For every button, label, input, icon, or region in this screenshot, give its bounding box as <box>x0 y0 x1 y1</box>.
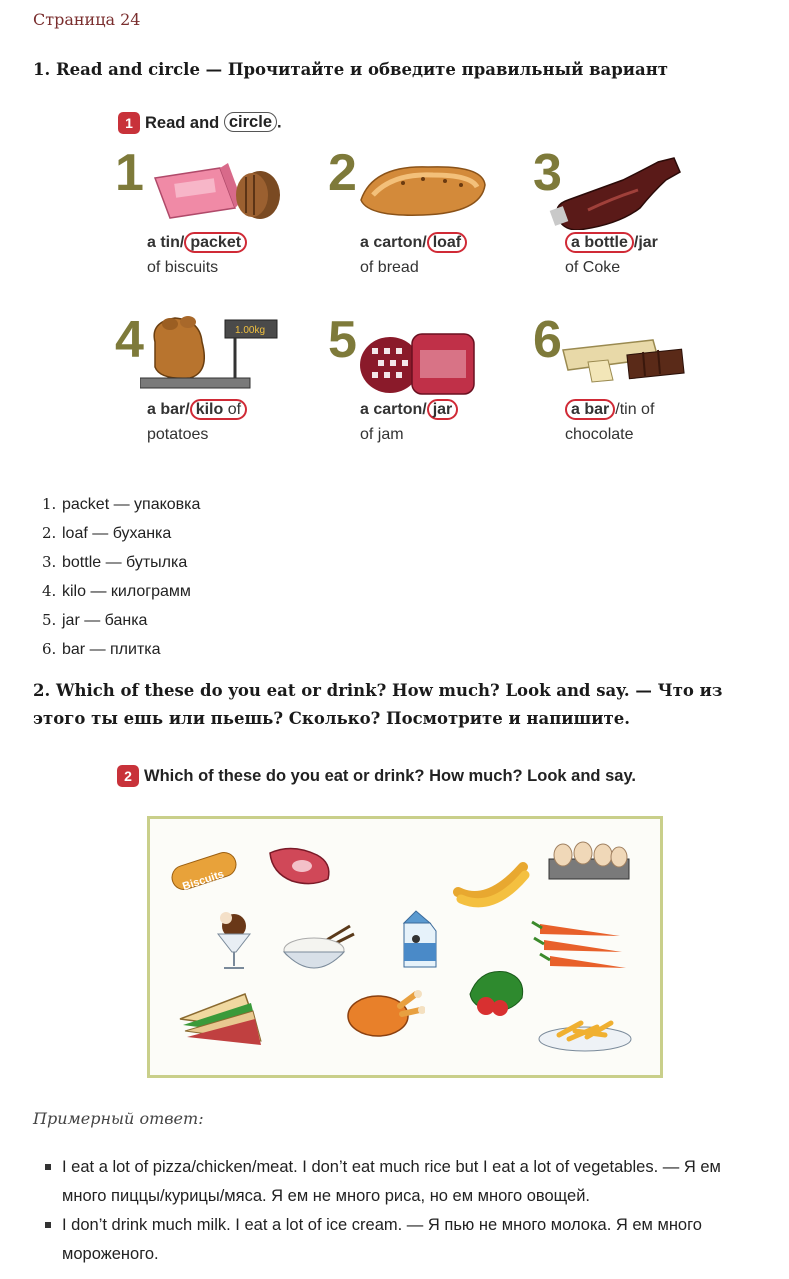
chips-plate-image <box>535 1009 635 1054</box>
bananas-image <box>453 857 533 912</box>
item-4-circled: kilo <box>195 401 224 418</box>
item-3 <box>533 145 703 310</box>
exercise-1-title <box>118 112 282 134</box>
ice-cream-image <box>210 904 260 974</box>
item-1-circled: packet <box>184 232 247 253</box>
item-6-line2: chocolate <box>565 426 634 443</box>
item-2 <box>328 145 498 310</box>
item-4-options <box>147 398 247 422</box>
item-5 <box>328 312 498 477</box>
bread-loaf-image <box>353 155 493 220</box>
chocolate-bar-image <box>558 330 688 390</box>
list-item: I don’t drink much milk. I eat a lot of ice cream. — Я пью не много молока. Я ем много мороженого. <box>62 1211 762 1269</box>
sample-answer-list <box>62 1153 762 1269</box>
item-5-line2: of jam <box>360 426 404 443</box>
item-number: 1 <box>115 144 144 202</box>
exercise-2-title <box>117 765 636 787</box>
item-4-line2: potatoes <box>147 426 209 443</box>
scale-display-text: 1.00kg <box>235 325 266 336</box>
biscuits-image <box>165 849 245 899</box>
item-5-circled: jar <box>427 399 459 420</box>
item-6-post: /tin of <box>615 401 655 418</box>
vegetables-image <box>460 964 540 1024</box>
item-4-pre: a bar/ <box>147 401 190 418</box>
item-1 <box>115 145 285 310</box>
item-number: 2 <box>328 144 357 202</box>
potato-scale-image <box>140 312 285 392</box>
item-4 <box>115 312 285 477</box>
item-2-options <box>360 231 467 255</box>
item-3-circled: a bottle <box>565 232 634 253</box>
rice-bowl-image <box>280 924 355 979</box>
exercise-1-title-pre: Read and <box>145 113 220 132</box>
item-number: 6 <box>533 311 562 369</box>
list-item: 1. packet — упаковка <box>42 495 201 513</box>
chicken-image <box>340 984 425 1044</box>
answers-list <box>42 490 201 664</box>
list-item: 3. bottle — бутылка <box>42 553 188 571</box>
item-number: 5 <box>328 311 357 369</box>
biscuits-label: Biscuits <box>181 868 226 893</box>
coke-bottle-image <box>548 150 688 230</box>
item-5-pre: a carton/ <box>360 401 427 418</box>
page-header: Страница 24 <box>33 10 141 29</box>
exercise-1-title-circled: circle <box>224 112 277 132</box>
item-6-options <box>565 398 654 422</box>
exercise-2-badge: 2 <box>117 765 139 787</box>
item-6-circled: a bar <box>565 399 615 420</box>
biscuit-packet-image <box>150 153 280 223</box>
list-item: 4. kilo — килограмм <box>42 582 191 600</box>
list-item: I eat a lot of pizza/chicken/meat. I don’t eat much rice but I eat a lot of vegetables. — Я ем много пиццы/курицы/мяса. Я ем не много риса, но ем много овощей. <box>62 1153 762 1211</box>
list-item: 6. bar — плитка <box>42 640 161 658</box>
item-number: 4 <box>115 311 144 369</box>
exercise-1-badge: 1 <box>118 112 140 134</box>
item-2-line2: of bread <box>360 259 419 276</box>
item-1-line2: of biscuits <box>147 259 219 276</box>
item-3-line2: of Coke <box>565 259 621 276</box>
item-1-options <box>147 231 247 255</box>
item-3-options <box>565 231 658 255</box>
exercise-2-food-frame <box>147 816 663 1078</box>
milk-carton-image <box>390 909 445 971</box>
eggs-image <box>545 837 635 887</box>
list-item: 5. jar — банка <box>42 611 148 629</box>
exercise-2-heading: 2. Which of these do you eat or drink? How much? Look and say. — Что из этого ты ешь или пьешь? Сколько? Посмотрите и напишите. <box>33 681 723 728</box>
sample-answer-label: Примерный ответ: <box>33 1109 204 1128</box>
exercise-1-title-post: . <box>277 113 282 132</box>
item-4-post: of <box>227 401 242 418</box>
exercise-2-title-text: Which of these do you eat or drink? How much? Look and say. <box>144 766 636 785</box>
sandwich-image <box>175 989 265 1049</box>
item-6 <box>533 312 703 477</box>
jam-jar-image <box>350 320 490 398</box>
exercise-1-figure <box>110 100 685 470</box>
list-item: 2. loaf — буханка <box>42 524 172 542</box>
carrots-image <box>530 914 630 979</box>
item-2-pre: a carton/ <box>360 234 427 251</box>
item-2-circled: loaf <box>427 232 467 253</box>
item-1-pre: a tin/ <box>147 234 185 251</box>
item-number: 3 <box>533 144 562 202</box>
exercise-1-heading: 1. Read and circle — Прочитайте и обведите правильный вариант <box>33 60 669 79</box>
item-5-options <box>360 398 458 422</box>
item-3-post: /jar <box>633 234 658 251</box>
meat-image <box>262 841 342 891</box>
